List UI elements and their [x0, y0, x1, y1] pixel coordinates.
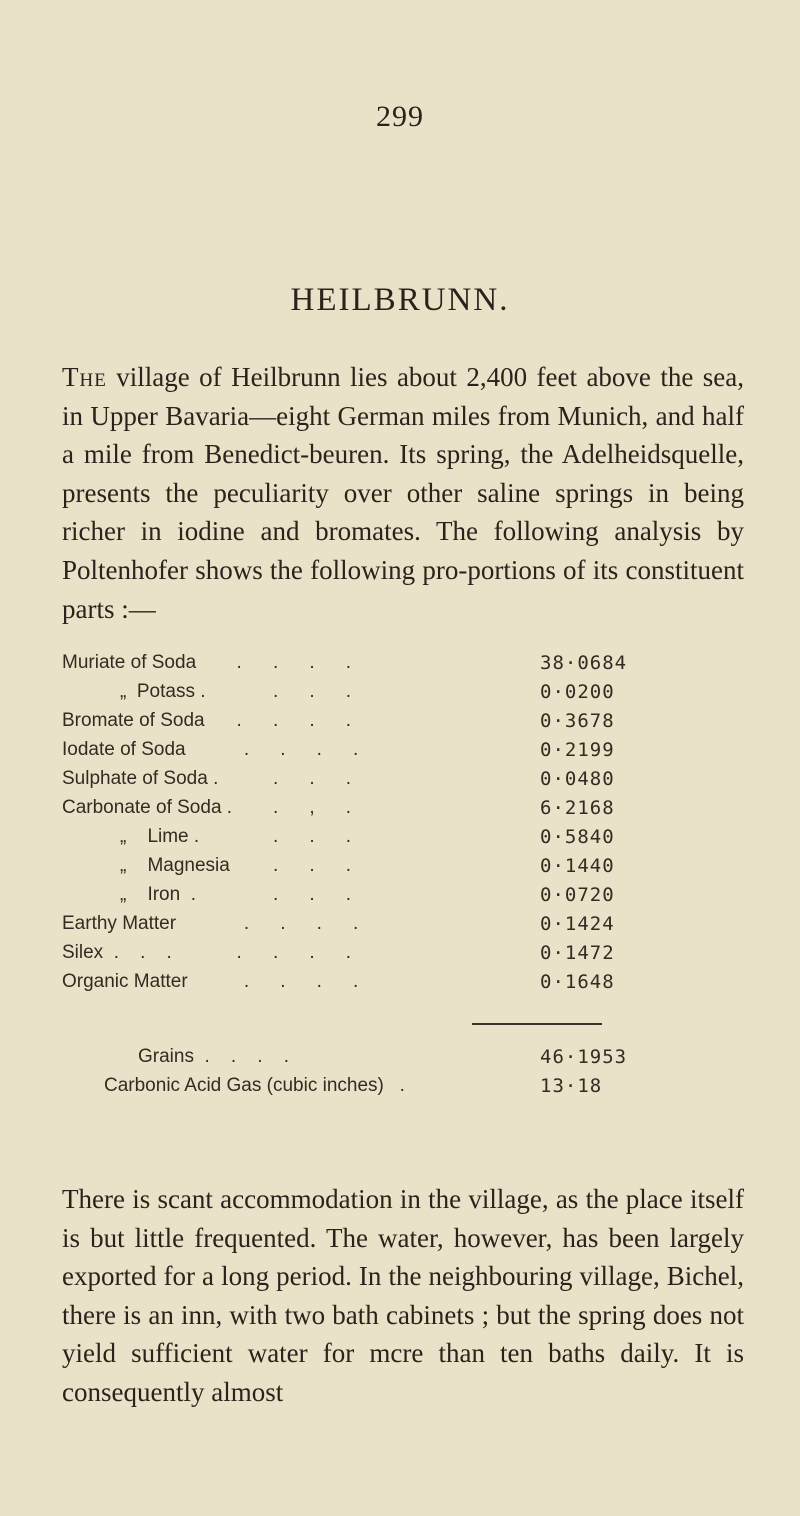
table-row	[62, 826, 682, 855]
constituent-value: 0·5840	[540, 826, 615, 848]
constituent-name: „ Iron .	[120, 884, 197, 905]
lead-word: The	[62, 362, 107, 392]
leader-dots: . . .	[222, 884, 354, 905]
analysis-table	[62, 652, 682, 1000]
closing-paragraph: There is scant accommodation in the village, as the place itself is but little frequented. The water, however, has been largely exported for a long period. In the neighbouring village, Bichel, there is an inn, with two bath cabinets ; but the spring does not yield sufficient water for mcre than ten baths daily. It is consequently almost	[62, 1184, 744, 1407]
table-row	[62, 652, 682, 681]
table-row	[62, 1075, 682, 1104]
table-row	[62, 768, 682, 797]
table-row	[62, 710, 682, 739]
constituent-value: 0·2199	[540, 739, 615, 761]
chapter-title: HEILBRUNN.	[290, 282, 510, 318]
leader-dots: . . .	[222, 768, 354, 789]
constituent-value: 0·0200	[540, 681, 615, 703]
constituent-value: 0·1648	[540, 971, 615, 993]
table-row	[62, 855, 682, 884]
leader-dots: . . . .	[222, 942, 354, 963]
leader-dots: . . . .	[222, 913, 361, 934]
constituent-name: Earthy Matter	[62, 913, 177, 934]
constituent-value: 0·1440	[540, 855, 615, 877]
constituent-name: Organic Matter	[62, 971, 188, 992]
leader-dots: . . . .	[222, 652, 354, 673]
constituent-value: 6·2168	[540, 797, 615, 819]
constituent-name: Carbonate of Soda .	[62, 797, 233, 818]
total-label: Grains . . . .	[138, 1046, 289, 1067]
total-label: Carbonic Acid Gas (cubic inches) .	[104, 1075, 405, 1096]
table-row	[62, 797, 682, 826]
leader-dots: . . .	[222, 826, 354, 847]
constituent-name: „ Magnesia	[120, 855, 230, 876]
constituent-name: Sulphate of Soda .	[62, 768, 219, 789]
leader-dots: . . . .	[222, 971, 361, 992]
leader-dots: . . .	[222, 681, 354, 702]
constituent-value: 38·0684	[540, 652, 628, 674]
table-row	[62, 1046, 682, 1075]
sum-rule	[472, 1023, 602, 1025]
constituent-name: Iodate of Soda	[62, 739, 186, 760]
leader-dots: . . .	[222, 855, 354, 876]
constituent-value: 0·1424	[540, 913, 615, 935]
table-row	[62, 681, 682, 710]
constituent-value: 0·0480	[540, 768, 615, 790]
constituent-name: „ Potass .	[120, 681, 206, 702]
constituent-value: 0·3678	[540, 710, 615, 732]
leader-dots: . . . .	[222, 739, 361, 760]
constituent-name: Silex . . .	[62, 942, 172, 963]
table-row	[62, 884, 682, 913]
page-number: 299	[376, 100, 424, 133]
constituent-name: Bromate of Soda	[62, 710, 205, 731]
constituent-value: 0·1472	[540, 942, 615, 964]
intro-text: village of Heilbrunn lies about 2,400 feet above the sea, in Upper Bavaria—eight German miles from Munich, and half a mile from Benedict-beuren. Its spring, the Adelheidsquelle, presents the peculiarity over other saline springs in being richer in iodine and bromates. The following analysis by Poltenhofer shows the following pro-portions of its constituent parts :—	[62, 362, 744, 624]
leader-dots: . , .	[222, 797, 354, 818]
table-row	[62, 971, 682, 1000]
constituent-value: 0·0720	[540, 884, 615, 906]
table-row	[62, 913, 682, 942]
table-row	[62, 942, 682, 971]
total-value: 13·18	[540, 1075, 603, 1097]
table-row	[62, 739, 682, 768]
constituent-name: „ Lime .	[120, 826, 200, 847]
constituent-name: Muriate of Soda	[62, 652, 197, 673]
intro-paragraph	[62, 358, 744, 628]
totals-table	[62, 1046, 682, 1104]
total-value: 46·1953	[540, 1046, 628, 1068]
leader-dots: . . . .	[222, 710, 354, 731]
